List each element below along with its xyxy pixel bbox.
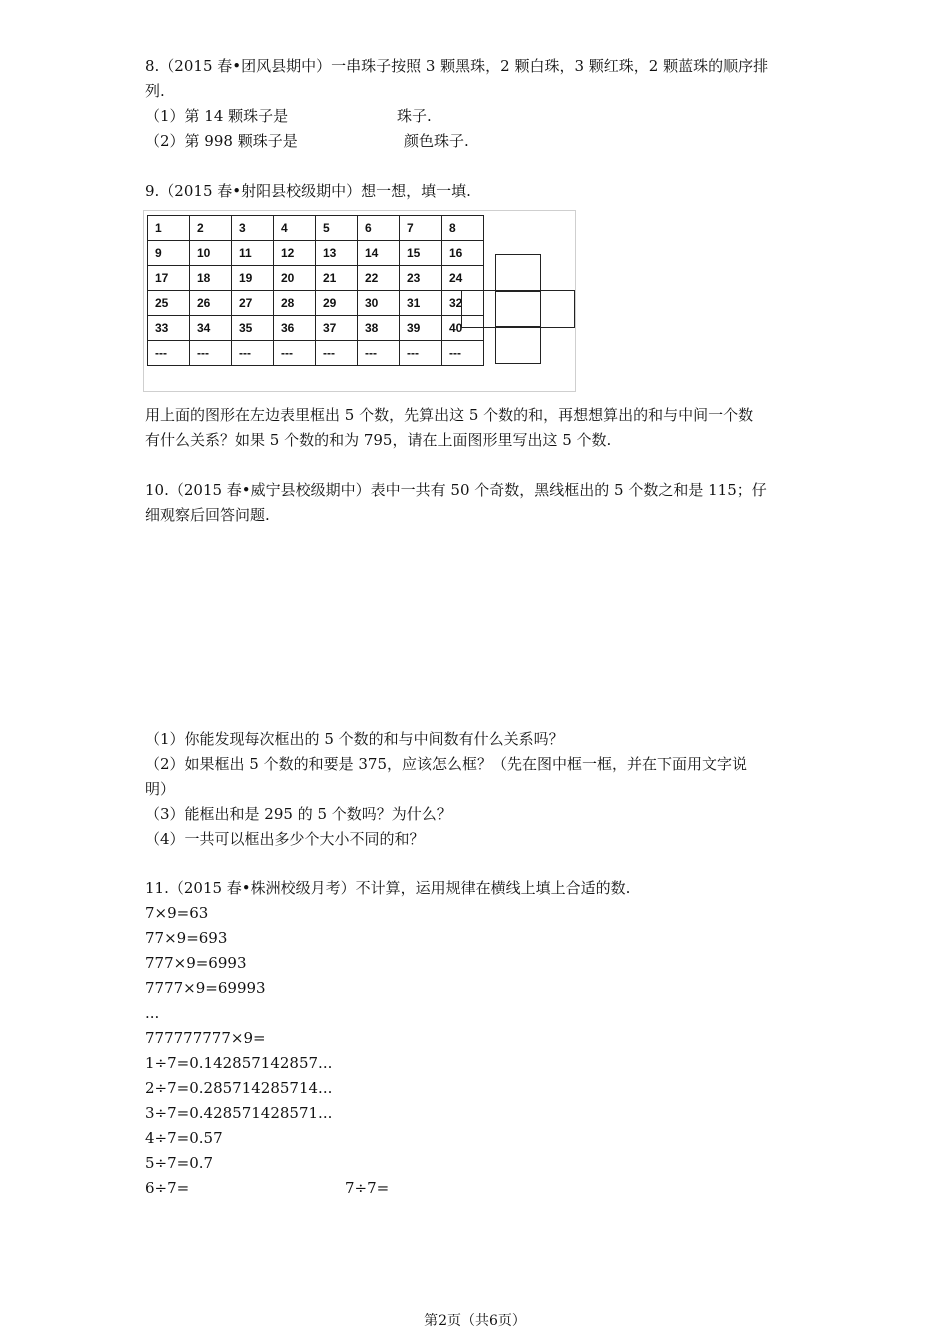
grid-cell: 8 (442, 216, 484, 241)
q10-sub4: （4）一共可以框出多少个大小不同的和？ (145, 830, 425, 848)
grid-cell: 34 (190, 316, 232, 341)
grid-cell: 13 (316, 241, 358, 266)
q10-sub3: （3）能框出和是 295 的 5 个数吗？为什么？ (145, 805, 452, 823)
grid-cell: 32 (442, 291, 484, 316)
grid-cell: --- (232, 341, 274, 366)
q9-text-line1: 用上面的图形在左边表里框出 5 个数，先算出这 5 个数的和，再想想算出的和与中间一个数 (145, 406, 754, 424)
grid-cell: 21 (316, 266, 358, 291)
grid-cell: 7 (400, 216, 442, 241)
q11-line-6: 1÷7=0.142857142857... (145, 1054, 333, 1072)
grid-row (148, 341, 484, 366)
q11-line-9: 4÷7=0.57 (145, 1129, 223, 1147)
q11-line-0: 7×9=63 (145, 904, 209, 922)
grid-row (148, 291, 484, 316)
grid-cell: --- (442, 341, 484, 366)
number-grid (147, 215, 484, 366)
cross-cell-bottom (495, 326, 541, 364)
grid-cell: 4 (274, 216, 316, 241)
grid-cell: 10 (190, 241, 232, 266)
grid-cell: 14 (358, 241, 400, 266)
grid-cell: 20 (274, 266, 316, 291)
grid-cell: 37 (316, 316, 358, 341)
grid-row (148, 316, 484, 341)
grid-cell: --- (358, 341, 400, 366)
q11-line-8: 3÷7=0.428571428571... (145, 1104, 333, 1122)
grid-cell: 36 (274, 316, 316, 341)
grid-cell: 39 (400, 316, 442, 341)
grid-cell: 18 (190, 266, 232, 291)
q8-sub1-prefix: （1）第 14 颗珠子是 (145, 107, 289, 125)
grid-cell: 27 (232, 291, 274, 316)
grid-row (148, 216, 484, 241)
grid-cell: --- (400, 341, 442, 366)
grid-cell: 31 (400, 291, 442, 316)
q10-sub2-line2: 明） (145, 780, 176, 798)
grid-cell: 40 (442, 316, 484, 341)
grid-cell: 9 (148, 241, 190, 266)
grid-cell: 24 (442, 266, 484, 291)
grid-cell: 2 (190, 216, 232, 241)
q9-figure (143, 210, 576, 392)
grid-cell: 23 (400, 266, 442, 291)
grid-row (148, 241, 484, 266)
grid-cell: --- (316, 341, 358, 366)
page-footer: 第2页（共6页） (424, 1313, 526, 1329)
grid-cell: 5 (316, 216, 358, 241)
grid-cell: 26 (190, 291, 232, 316)
grid-cell: 15 (400, 241, 442, 266)
q10-sub1: （1）你能发现每次框出的 5 个数的和与中间数有什么关系吗？ (145, 730, 564, 748)
cross-cell-center (495, 290, 541, 326)
grid-cell: 11 (232, 241, 274, 266)
q10-stem-line1: 10.（2015 春•威宁县校级期中）表中一共有 50 个奇数，黑线框出的 5 个数之和是 115；仔 (145, 481, 767, 499)
grid-cell: 29 (316, 291, 358, 316)
q11-line-2: 777×9=6993 (145, 954, 247, 972)
grid-cell: 25 (148, 291, 190, 316)
grid-cell: 19 (232, 266, 274, 291)
grid-cell: 16 (442, 241, 484, 266)
q11-line-3: 7777×9=69993 (145, 979, 266, 997)
grid-cell: 22 (358, 266, 400, 291)
grid-row (148, 266, 484, 291)
q10-stem-line2: 细观察后回答问题. (145, 506, 270, 524)
q8-sub2-prefix: （2）第 998 颗珠子是 (145, 132, 298, 150)
grid-cell: 33 (148, 316, 190, 341)
q11-last-b: 7÷7= (345, 1179, 390, 1197)
cross-cell-top (495, 254, 541, 292)
grid-cell: 30 (358, 291, 400, 316)
grid-cell: 1 (148, 216, 190, 241)
grid-cell: 38 (358, 316, 400, 341)
grid-cell: 28 (274, 291, 316, 316)
q11-line-5: 777777777×9= (145, 1029, 266, 1047)
q11-line-1: 77×9=693 (145, 929, 228, 947)
q11-line-7: 2÷7=0.285714285714... (145, 1079, 333, 1097)
q11-line-4: ... (145, 1004, 160, 1022)
q11-last-a: 6÷7= (145, 1179, 190, 1197)
q11-stem: 11.（2015 春•株洲校级月考）不计算，运用规律在横线上填上合适的数. (145, 879, 631, 897)
grid-cell: 12 (274, 241, 316, 266)
grid-cell: --- (190, 341, 232, 366)
q11-line-10: 5÷7=0.7 (145, 1154, 214, 1172)
q8-sub1-suffix: 珠子. (397, 107, 432, 125)
grid-cell: --- (148, 341, 190, 366)
grid-cell: 3 (232, 216, 274, 241)
q8-sub2-suffix: 颜色珠子. (404, 132, 469, 150)
q10-sub2-line1: （2）如果框出 5 个数的和要是 375，应该怎么框？（先在图中框一框，并在下面用文字说 (145, 755, 748, 773)
grid-cell: 6 (358, 216, 400, 241)
q8-stem-line2: 列. (145, 82, 165, 100)
grid-cell: 17 (148, 266, 190, 291)
grid-cell: 35 (232, 316, 274, 341)
q9-stem: 9.（2015 春•射阳县校级期中）想一想，填一填. (145, 182, 471, 200)
q8-stem-line1: 8.（2015 春•团风县期中）一串珠子按照 3 颗黑珠，2 颗白珠，3 颗红珠，2 颗蓝珠的顺序排 (145, 57, 769, 75)
q9-text-line2: 有什么关系？如果 5 个数的和为 795，请在上面图形里写出这 5 个数. (145, 431, 612, 449)
grid-cell: --- (274, 341, 316, 366)
